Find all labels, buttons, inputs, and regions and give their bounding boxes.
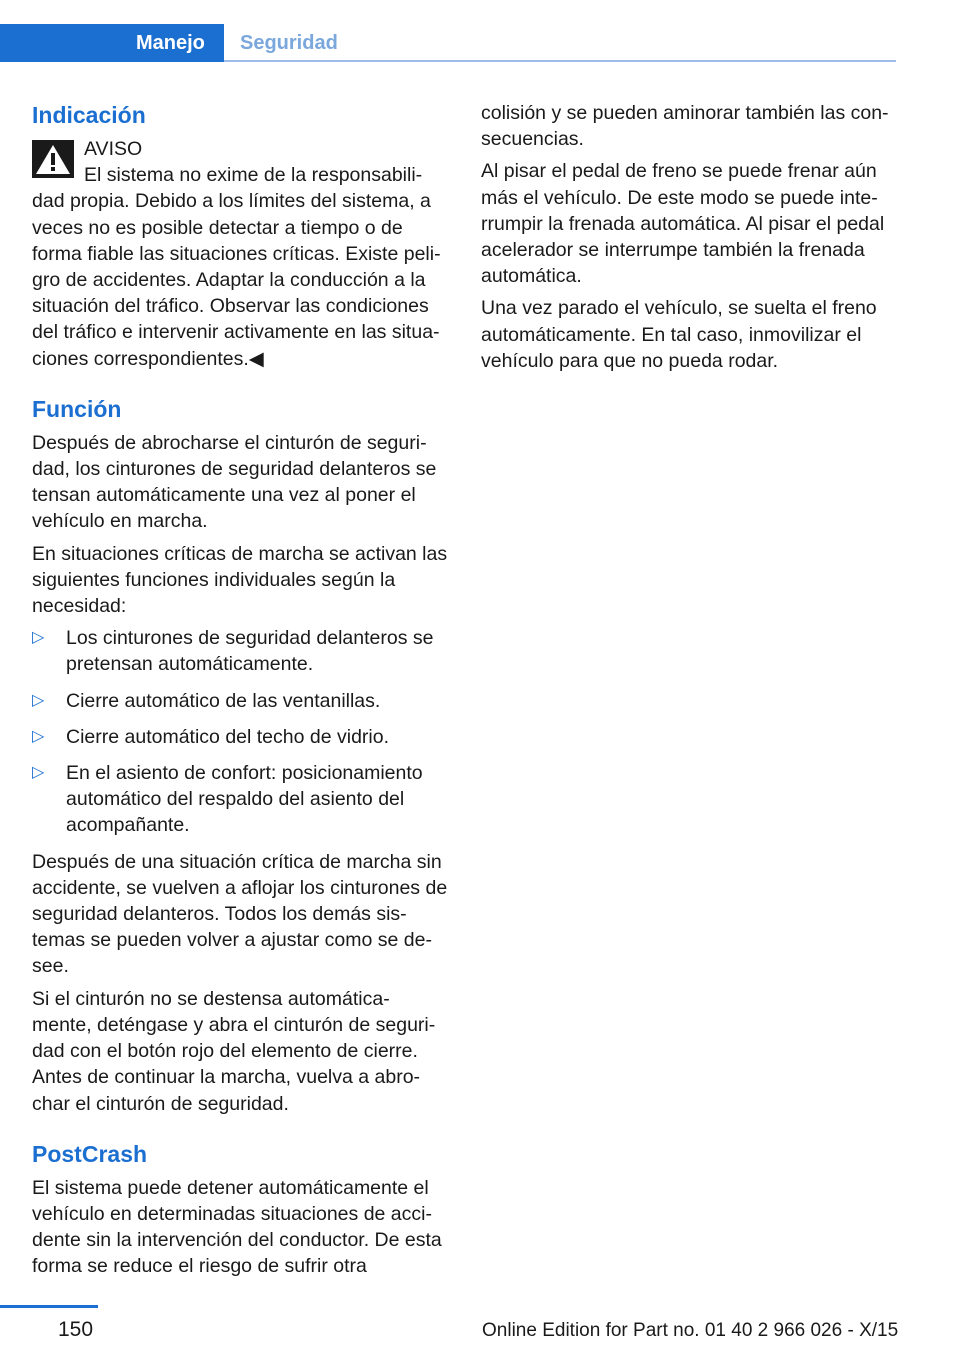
- triangle-bullet-icon: ▷: [32, 764, 45, 782]
- list-item: ▷ En el asiento de confort: posicionamiento automático del respaldo del asiento del acompañante.: [32, 762, 423, 837]
- warning-text: El sistema no exime de la responsabili-dad propia. Debido a los límites del sistema, a veces no es posible detectar a tiempo o de forma fiable las situaciones críticas. Existe peli-gro de accidentes. Adaptar la conducción a la situación del tráfico. Observar las condiciones del tráfico e intervenir activamente en las situa-ciones correspondientes.◀: [32, 164, 441, 370]
- list-item: ▷ Cierre automático de las ventanillas.: [32, 688, 448, 714]
- warning-block: [32, 136, 448, 372]
- edition-note: Online Edition for Part no. 01 40 2 966 026 - X/15: [482, 1320, 899, 1341]
- warning-triangle-icon: [32, 140, 74, 178]
- postcrash-paragraph-4: Una vez parado el vehículo, se suelta el freno automáticamente. En tal caso, inmovilizar el vehículo para que no pueda rodar.: [481, 297, 877, 372]
- right-column: [481, 100, 897, 380]
- triangle-bullet-icon: ▷: [32, 629, 45, 647]
- funcion-list: [32, 625, 448, 838]
- funcion-paragraph-4: Si el cinturón no se destensa automática-mente, deténgase y abra el cinturón de seguri-dad con el botón rojo del elemento de cierre. Antes de continuar la marcha, vuelva a abro-char el cinturón de seguridad.: [32, 987, 436, 1115]
- warning-label: AVISO: [84, 138, 143, 160]
- heading-indicacion: Indicación: [32, 102, 146, 128]
- page-header: [0, 0, 960, 62]
- list-item: ▷ Cierre automático del techo de vidrio.: [32, 724, 448, 750]
- triangle-bullet-icon: ▷: [32, 691, 45, 709]
- heading-funcion: Función: [32, 395, 122, 422]
- heading-postcrash: PostCrash: [32, 1140, 148, 1167]
- page-number: 150: [58, 1318, 94, 1341]
- postcrash-paragraph-2: colisión y se pueden aminorar también las con-secuencias.: [481, 102, 889, 151]
- triangle-bullet-icon: ▷: [32, 727, 45, 745]
- funcion-paragraph-3: Después de una situación crítica de marcha sin accidente, se vuelven a aflojar los cinturones de seguridad delanteros. Todos los demás sis-temas se pueden volver a ajustar como se de-see.: [32, 850, 448, 978]
- tab-seguridad[interactable]: Seguridad: [240, 32, 338, 54]
- left-column: [32, 100, 448, 1286]
- list-item: ▷ Los cinturones de seguridad delanteros se pretensan automáticamente.: [32, 627, 434, 676]
- tab-manejo[interactable]: Manejo: [0, 24, 224, 62]
- postcrash-paragraph-3: Al pisar el pedal de freno se puede frenar aún más el vehículo. De este modo se puede inte-rrumpir la frenada automática. Al pisar el pedal acelerador se interrumpe también la frenada automática.: [481, 160, 885, 288]
- footer-divider: [0, 1305, 98, 1308]
- funcion-paragraph-1: Después de abrocharse el cinturón de seguri-dad, los cinturones de seguridad delanteros se tensan automáticamente una vez al poner el vehículo en marcha.: [32, 431, 437, 533]
- funcion-paragraph-2: En situaciones críticas de marcha se activan las siguientes funciones individuales según la necesidad:: [32, 542, 448, 618]
- postcrash-paragraph-1: El sistema puede detener automáticamente el vehículo en determinadas situaciones de acci-dente sin la intervención del conductor. De esta forma se reduce el riesgo de sufrir otra: [32, 1176, 442, 1278]
- header-divider: [224, 60, 896, 62]
